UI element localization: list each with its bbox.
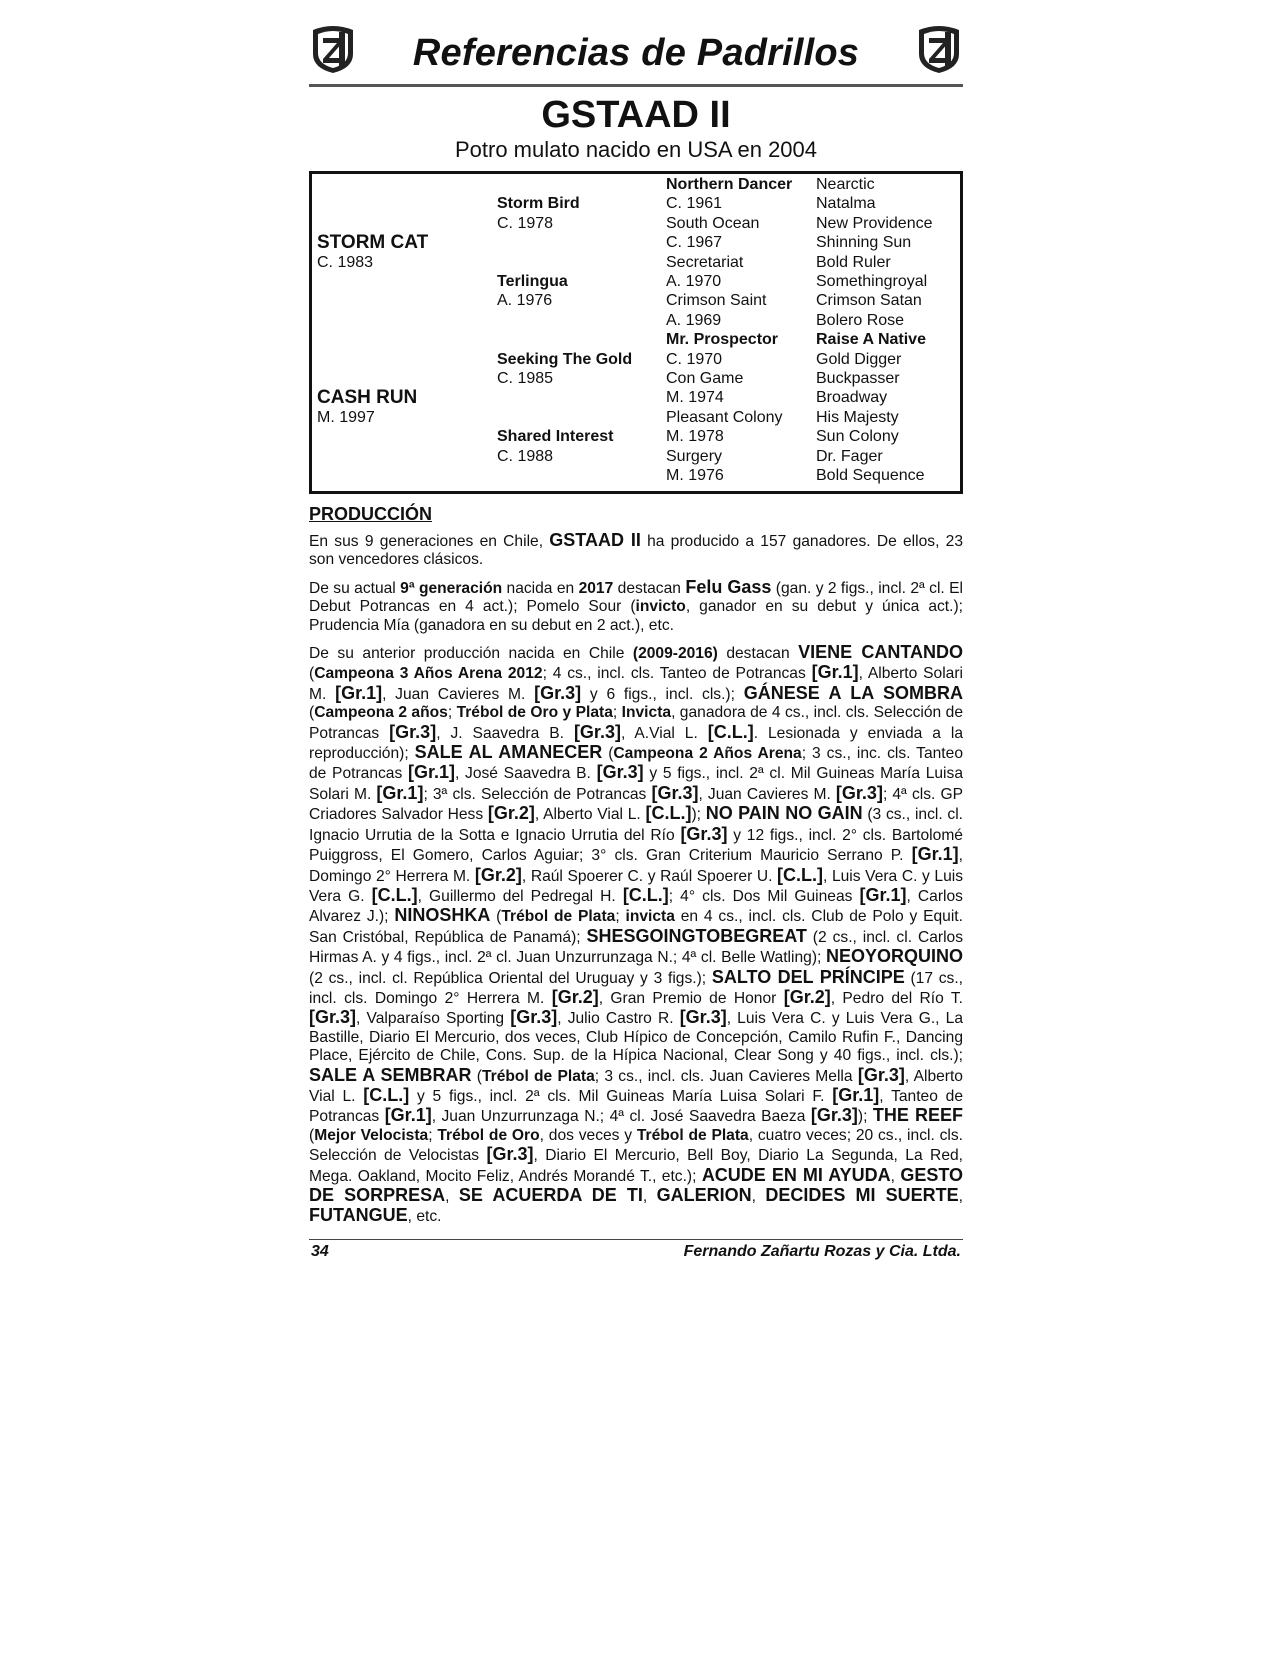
pedigree-row xyxy=(312,194,960,213)
pedigree-cell: Nearctic xyxy=(816,176,875,193)
pedigree-row xyxy=(312,311,960,330)
pedigree-cell: Broadway xyxy=(816,389,888,407)
text-run: ( xyxy=(490,908,502,926)
text-run: ); xyxy=(691,806,706,824)
text-run: destacan xyxy=(613,579,686,597)
text-run: ; 3 cs., incl. cls. Juan Cavieres Mella xyxy=(594,1067,858,1085)
emphasis-run: [Gr.3] xyxy=(510,1007,558,1028)
text-run: , A.Vial L. xyxy=(620,724,708,742)
emphasis-run: SE ACUERDA DE TI xyxy=(458,1185,643,1205)
text-run: ; 3ª cls. Selección de Potrancas xyxy=(423,785,652,803)
emphasis-run: [Gr.1] xyxy=(407,762,455,783)
emphasis-run: [Gr.1] xyxy=(859,884,907,905)
pedigree-row xyxy=(312,447,960,466)
pedigree-cell: C. 1978 xyxy=(497,214,554,232)
pedigree-cell: C. 1983 xyxy=(317,253,374,271)
text-run: ( xyxy=(309,665,315,683)
pedigree-cell: A. 1970 xyxy=(666,273,722,290)
emphasis-run: NINOSHKA xyxy=(394,905,491,926)
text-run: , xyxy=(751,1188,766,1205)
document-page xyxy=(309,22,963,1264)
emphasis-run: [Gr.1] xyxy=(376,782,424,803)
page-header xyxy=(309,22,963,84)
text-run: , Alberto Vial L. xyxy=(309,1067,963,1105)
pedigree-row xyxy=(312,291,960,310)
pedigree-row xyxy=(312,427,960,446)
emphasis-run: DECIDES MI SUERTE xyxy=(765,1185,959,1205)
text-run: , ganadora de 4 cs., incl. cls. Selección de Potrancas xyxy=(309,704,963,742)
text-run: , Juan Unzurrunzaga N.; 4ª cl. José Saavedra Baeza xyxy=(431,1108,811,1126)
emphasis-run: 2017 xyxy=(578,579,614,597)
emphasis-run: [Gr.1] xyxy=(911,844,959,865)
text-run: , ganador en su debut y única act.); Prudencia Mía (ganadora en su debut en 2 act.), etc. xyxy=(309,598,963,634)
emphasis-run: [Gr.3] xyxy=(835,782,883,803)
pedigree-cell: Gold Digger xyxy=(816,350,902,368)
emphasis-run: Trébol de Oro xyxy=(437,1126,540,1144)
emphasis-run: invicta xyxy=(625,908,675,926)
emphasis-run: Campeona 2 Años Arena xyxy=(613,745,802,763)
production-paragraph-2 xyxy=(309,578,963,635)
text-run: (gan. y 2 figs., incl. 2ª cl. El Debut Potrancas en 4 act.); Pomelo Sour ( xyxy=(309,579,963,616)
pedigree-cell: M. 1976 xyxy=(666,467,724,484)
footer-company: Fernando Zañartu Rozas y Cia. Ltda. xyxy=(683,1242,961,1260)
pedigree-cell: Mr. Prospector xyxy=(666,331,779,349)
text-run: De su actual xyxy=(309,579,401,597)
text-run: y 5 figs., incl. 2ª cls. Mil Guineas María Luisa Solari F. xyxy=(409,1087,833,1105)
pedigree-row xyxy=(312,233,960,252)
pedigree-cell: STORM CAT xyxy=(317,232,429,254)
emphasis-run: Trébol de Plata xyxy=(481,1067,595,1085)
text-run: , Domingo 2° Herrera M. xyxy=(309,847,963,885)
pedigree-cell: M. 1974 xyxy=(666,389,724,407)
emphasis-run: [Gr.3] xyxy=(389,721,437,742)
pedigree-row xyxy=(312,388,960,407)
emphasis-run: [Gr.2] xyxy=(487,803,535,824)
emphasis-run: Trébol de Plata xyxy=(636,1126,749,1144)
emphasis-run: GALERION xyxy=(656,1185,752,1205)
emphasis-run: (2009-2016) xyxy=(632,645,718,663)
pedigree-cell: Pleasant Colony xyxy=(666,408,783,426)
text-run: nacida en xyxy=(502,579,579,597)
text-run: , Juan Cavieres M. xyxy=(382,685,535,703)
text-run: ( xyxy=(309,1126,315,1144)
z-crest-logo-icon xyxy=(915,24,963,74)
emphasis-run: GÁNESE A LA SOMBRA xyxy=(743,682,963,703)
production-heading: PRODUCCIÓN xyxy=(309,504,433,524)
pedigree-cell: Buckpasser xyxy=(816,370,900,387)
production-paragraph-3 xyxy=(309,643,963,1227)
emphasis-run: ACUDE EN MI AYUDA xyxy=(701,1164,891,1185)
text-run: ha producido a 157 ganadores. De ellos, 23 son vencedores clásicos. xyxy=(309,533,963,569)
text-run: y 5 figs., incl. 2ª cl. Mil Guineas María Luisa Solari M. xyxy=(309,765,963,803)
pedigree-cell: Somethingroyal xyxy=(816,273,928,290)
pedigree-cell: M. 1978 xyxy=(666,428,724,446)
emphasis-run: [Gr.3] xyxy=(810,1105,858,1126)
emphasis-run: [C.L.] xyxy=(707,721,754,742)
emphasis-run: SALTO DEL PRÍNCIPE xyxy=(711,966,905,987)
pedigree-cell: Sun Colony xyxy=(816,428,899,446)
text-run: , etc. xyxy=(407,1208,442,1226)
pedigree-row xyxy=(312,272,960,291)
emphasis-run: Campeona 2 años xyxy=(314,704,448,722)
pedigree-cell: Natalma xyxy=(816,195,876,213)
pedigree-cell: His Majesty xyxy=(816,408,899,426)
horse-subtitle: Potro mulato nacido en USA en 2004 xyxy=(454,137,818,162)
text-run: y 6 figs., incl. cls.); xyxy=(581,685,744,703)
emphasis-run: Trébol de Oro y Plata xyxy=(456,704,613,722)
emphasis-run: [Gr.3] xyxy=(680,823,728,844)
pedigree-cell: Raise A Native xyxy=(816,331,926,349)
pedigree-cell: Bold Ruler xyxy=(816,253,891,271)
pedigree-row xyxy=(312,253,960,272)
pedigree-row xyxy=(312,214,960,233)
emphasis-run: Invicta xyxy=(621,704,672,722)
pedigree-cell: Bolero Rose xyxy=(816,311,905,329)
emphasis-run: [Gr.3] xyxy=(679,1007,727,1028)
emphasis-run: [Gr.3] xyxy=(596,762,644,783)
page-footer xyxy=(309,1240,963,1264)
text-run: , cuatro veces; 20 cs., incl. cls. Selección de Velocistas xyxy=(309,1126,963,1165)
emphasis-run: [Gr.1] xyxy=(811,662,859,683)
emphasis-run: NO PAIN NO GAIN xyxy=(705,803,863,824)
pedigree-cell: Surgery xyxy=(666,447,723,465)
pedigree-cell: C. 1967 xyxy=(666,234,723,252)
emphasis-run: [Gr.3] xyxy=(651,782,699,803)
text-run: , Juan Cavieres M. xyxy=(698,785,836,803)
text-run: , Julio Castro R. xyxy=(557,1010,680,1028)
production-paragraph-1 xyxy=(309,531,963,570)
text-run: ; xyxy=(612,704,622,722)
text-run: , Pedro del Río T. xyxy=(830,989,963,1007)
text-run: ; xyxy=(447,704,457,722)
text-run: De su anterior producción nacida en Chile xyxy=(309,645,633,663)
text-run: , Luis Vera C. y Luis Vera G. xyxy=(309,867,964,905)
emphasis-run: Campeona 3 Años Arena 2012 xyxy=(314,665,543,683)
text-run: , Diario El Mercurio, Bell Boy, Diario La Segunda, La Red, Mega. Oakland, Mocito Feliz, Andrés Morandé T., etc.); xyxy=(309,1147,963,1185)
text-run: ); xyxy=(857,1108,873,1126)
text-run: destacan xyxy=(717,645,799,663)
text-run: en 4 cs., incl. cls. Club de Polo y Equit. San Cristóbal, República de Panamá); xyxy=(309,908,963,946)
text-run: , xyxy=(642,1188,657,1205)
text-run: . Lesionada y enviada a la reproducción); xyxy=(309,724,963,763)
emphasis-run: Mejor Velocista xyxy=(314,1126,429,1144)
pedigree-cell: Crimson Satan xyxy=(816,292,922,310)
pedigree-cell: Secretariat xyxy=(666,253,744,271)
text-run: (2 cs., incl. cl. República Oriental del Uruguay y 3 figs.); xyxy=(309,969,712,987)
pedigree-row xyxy=(312,466,960,485)
pedigree-cell: C. 1985 xyxy=(497,370,554,387)
header-rule xyxy=(309,84,963,87)
text-run: , Alberto Vial L. xyxy=(534,806,646,824)
pedigree-row xyxy=(312,330,960,349)
pedigree-cell: CASH RUN xyxy=(317,387,418,409)
pedigree-cell: Northern Dancer xyxy=(666,176,793,193)
text-run: , Carlos Alvarez J.); xyxy=(309,887,963,926)
text-run: , Raúl Spoerer C. y Raúl Spoerer U. xyxy=(521,867,778,885)
pedigree-row xyxy=(312,408,960,427)
text-run: , Gran Premio de Honor xyxy=(598,989,784,1007)
text-run: , dos veces y xyxy=(539,1126,637,1144)
pedigree-cell: Crimson Saint xyxy=(666,292,767,310)
emphasis-run: [Gr.1] xyxy=(335,682,383,703)
emphasis-run: Felu Gass xyxy=(685,576,772,597)
text-run: (17 cs., incl. cls. Domingo 2° Herrera M. xyxy=(309,969,963,1007)
header-title: Referencias de Padrillos xyxy=(412,32,860,74)
emphasis-run: VIENE CANTANDO xyxy=(798,642,963,663)
pedigree-row xyxy=(312,369,960,388)
pedigree-cell: C. 1961 xyxy=(666,195,723,213)
text-run: ( xyxy=(471,1067,482,1085)
text-run: , Guillermo del Pedregal H. xyxy=(417,887,623,905)
emphasis-run: [C.L.] xyxy=(622,884,669,905)
pedigree-table xyxy=(309,171,963,494)
text-run: ( xyxy=(602,745,614,763)
pedigree-cell: Dr. Fager xyxy=(816,447,883,465)
horse-name: GSTAAD II xyxy=(541,94,731,136)
pedigree-cell: Bold Sequence xyxy=(816,467,925,484)
emphasis-run: GESTO DE SORPRESA xyxy=(309,1164,963,1205)
emphasis-run: [Gr.1] xyxy=(384,1105,432,1126)
emphasis-run: [Gr.2] xyxy=(551,986,599,1007)
text-run: (2 cs., incl. cl. Carlos Hirmas A. y 4 figs., incl. 2ª cl. Juan Unzurrunzaga N.; 4ª cl. Belle Watling); xyxy=(309,928,964,967)
emphasis-run: SALE AL AMANECER xyxy=(414,742,603,763)
pedigree-row xyxy=(312,175,960,194)
emphasis-run: [C.L.] xyxy=(645,803,692,824)
emphasis-run: THE REEF xyxy=(872,1105,964,1126)
pedigree-cell: A. 1969 xyxy=(666,311,722,329)
pedigree-cell: New Providence xyxy=(816,214,933,232)
emphasis-run: Trébol de Plata xyxy=(501,908,616,926)
text-run: y 12 figs., incl. 2° cls. Bartolomé Puiggross, El Gomero, Carlos Aguiar; 3° cls. Gran Criterium Mauricio Serrano P. xyxy=(309,826,963,865)
pedigree-cell: C. 1970 xyxy=(666,350,723,368)
text-run: , xyxy=(890,1167,901,1185)
pedigree-cell: A. 1976 xyxy=(497,292,553,310)
text-run: ; 4 cs., incl. cls. Tanteo de Potrancas xyxy=(542,665,812,683)
text-run: ; 4ª cls. GP Criadores Salvador Hess xyxy=(309,785,963,824)
pedigree-cell: South Ocean xyxy=(666,214,760,232)
text-run: ; xyxy=(428,1126,438,1144)
pedigree-cell: Con Game xyxy=(666,370,744,387)
emphasis-run: SALE A SEMBRAR xyxy=(309,1064,472,1085)
pedigree-cell: Shinning Sun xyxy=(816,234,912,252)
emphasis-run: 9ª generación xyxy=(400,579,503,597)
text-run: (3 cs., incl. cl. Ignacio Urrutia de la Sotta e Ignacio Urrutia del Río xyxy=(309,806,964,844)
emphasis-run: [Gr.3] xyxy=(573,721,621,742)
text-run: , Valparaíso Sporting xyxy=(356,1010,511,1028)
text-run: ; xyxy=(615,908,626,926)
emphasis-run: SHESGOINGTOBEGREAT xyxy=(586,925,807,946)
pedigree-cell: Seeking The Gold xyxy=(497,350,633,368)
emphasis-run: [C.L.] xyxy=(777,864,824,885)
emphasis-run: [Gr.1] xyxy=(832,1084,880,1105)
emphasis-run: [Gr.2] xyxy=(474,864,522,885)
emphasis-run: [Gr.3] xyxy=(486,1144,534,1165)
pedigree-cell: M. 1997 xyxy=(317,408,375,426)
emphasis-run: [Gr.3] xyxy=(857,1064,905,1085)
text-run: , José Saavedra B. xyxy=(455,765,597,783)
text-run: En sus 9 generaciones en Chile, xyxy=(309,533,550,550)
text-run: , Tanteo de Potrancas xyxy=(309,1087,964,1126)
text-run: , Luis Vera C. y Luis Vera G., La Bastille, Diario El Mercurio, dos veces, Club Hípico de Concepción, Camilo Rufin F., Dancing Place, Ejército de Chile, Cons. Sup. de la Hípica Nacional, Clear Song y 40 figs., incl. cls.); xyxy=(309,1010,963,1065)
text-run: , J. Saavedra B. xyxy=(436,724,574,742)
emphasis-run: [C.L.] xyxy=(363,1084,410,1105)
emphasis-run: [Gr.3] xyxy=(534,682,582,703)
text-run: , xyxy=(958,1188,963,1205)
pedigree-cell: C. 1988 xyxy=(497,447,554,465)
emphasis-run: GSTAAD II xyxy=(549,530,641,550)
emphasis-run: FUTANGUE xyxy=(309,1205,408,1226)
text-run: ; 4° cls. Dos Mil Guineas xyxy=(668,887,860,905)
pedigree-cell: Shared Interest xyxy=(497,428,614,446)
emphasis-run: NEOYORQUINO xyxy=(825,946,963,967)
text-run: ( xyxy=(309,704,315,722)
pedigree-cell: Storm Bird xyxy=(497,195,580,213)
pedigree-row xyxy=(312,350,960,369)
text-run: , xyxy=(445,1188,459,1205)
text-run: , Alberto Solari M. xyxy=(309,665,963,703)
emphasis-run: [Gr.2] xyxy=(783,986,831,1007)
pedigree-cell: Terlingua xyxy=(497,273,568,290)
page-number: 34 xyxy=(311,1242,329,1260)
emphasis-run: [C.L.] xyxy=(371,884,418,905)
emphasis-run: invicto xyxy=(635,598,686,616)
text-run: ; 3 cs., inc. cls. Tanteo de Potrancas xyxy=(309,745,963,783)
emphasis-run: [Gr.3] xyxy=(309,1007,357,1028)
